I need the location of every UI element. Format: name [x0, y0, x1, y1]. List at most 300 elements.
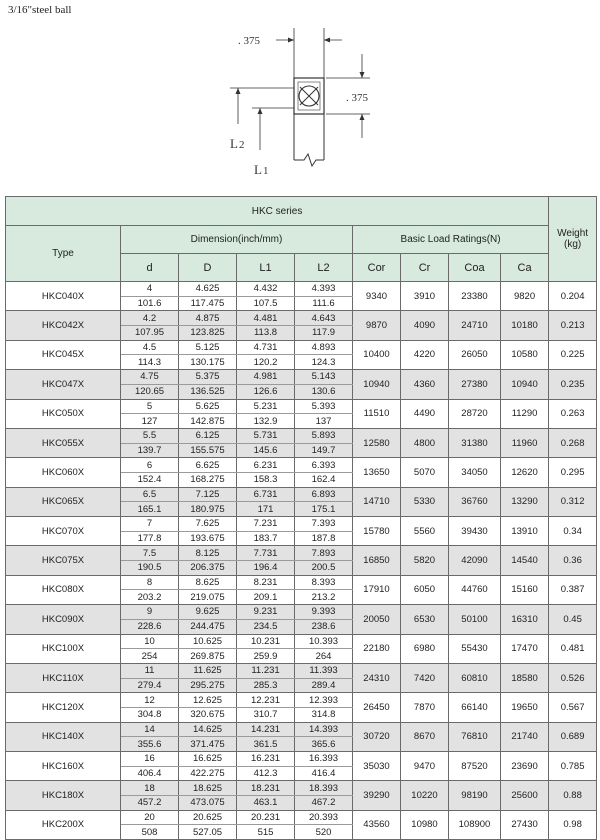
row-weight: 0.387 [549, 575, 597, 604]
row-D-inch: 9.625 [179, 605, 237, 620]
row-D-inch: 4.875 [179, 311, 237, 326]
row-d-mm: 279.4 [121, 678, 179, 693]
row-Cr: 4800 [401, 428, 449, 457]
row-L1-inch: 4.731 [237, 340, 295, 355]
row-D-mm: 295.275 [179, 678, 237, 693]
row-d-inch: 10 [121, 634, 179, 649]
table-row [6, 282, 597, 297]
row-Coa: 39430 [449, 517, 501, 546]
row-L1-inch: 6.731 [237, 487, 295, 502]
row-Coa: 98190 [449, 781, 501, 810]
row-L1-mm: 126.6 [237, 384, 295, 399]
row-L2-inch: 10.393 [295, 634, 353, 649]
row-Cr: 5070 [401, 458, 449, 487]
l2-subscript: 2 [238, 139, 245, 151]
row-D-inch: 8.125 [179, 546, 237, 561]
row-L1-inch: 4.981 [237, 370, 295, 385]
row-L1-inch: 20.231 [237, 810, 295, 825]
table-row [6, 722, 597, 737]
row-Ca: 13910 [501, 517, 549, 546]
row-Cor: 11510 [353, 399, 401, 428]
row-type: HKC042X [6, 311, 121, 340]
row-Cor: 24310 [353, 663, 401, 692]
row-d-mm: 120.65 [121, 384, 179, 399]
row-D-mm: 180.975 [179, 502, 237, 517]
row-Ca: 10580 [501, 340, 549, 369]
col-header-Coa: Coa [449, 254, 501, 282]
row-L1-mm: 234.5 [237, 619, 295, 634]
row-weight: 0.98 [549, 810, 597, 839]
row-weight: 0.88 [549, 781, 597, 810]
row-D-inch: 5.375 [179, 370, 237, 385]
row-Ca: 12620 [501, 458, 549, 487]
row-L1-mm: 145.6 [237, 443, 295, 458]
row-type: HKC075X [6, 546, 121, 575]
table-row [6, 810, 597, 825]
row-weight: 0.785 [549, 752, 597, 781]
row-D-inch: 6.625 [179, 458, 237, 473]
row-D-mm: 422.275 [179, 766, 237, 781]
row-L2-mm: 264 [295, 649, 353, 664]
row-Cr: 4090 [401, 311, 449, 340]
row-D-inch: 10.625 [179, 634, 237, 649]
row-L1-mm: 310.7 [237, 707, 295, 722]
row-weight: 0.689 [549, 722, 597, 751]
row-type: HKC160X [6, 752, 121, 781]
row-Ca: 25600 [501, 781, 549, 810]
row-type: HKC100X [6, 634, 121, 663]
row-Ca: 23690 [501, 752, 549, 781]
row-Ca: 15160 [501, 575, 549, 604]
row-L1-mm: 515 [237, 825, 295, 840]
row-Cor: 39290 [353, 781, 401, 810]
row-L1-inch: 18.231 [237, 781, 295, 796]
table-row [6, 311, 597, 326]
row-Coa: 60810 [449, 663, 501, 692]
row-Ca: 11290 [501, 399, 549, 428]
row-Cr: 4220 [401, 340, 449, 369]
row-L2-mm: 175.1 [295, 502, 353, 517]
row-L1-mm: 209.1 [237, 590, 295, 605]
row-L2-mm: 137 [295, 414, 353, 429]
row-D-mm: 244.475 [179, 619, 237, 634]
row-d-inch: 6 [121, 458, 179, 473]
type-header: Type [6, 226, 121, 282]
row-Ca: 18580 [501, 663, 549, 692]
row-L2-mm: 365.6 [295, 737, 353, 752]
row-Ca: 11960 [501, 428, 549, 457]
svg-text:L2 [230, 136, 244, 151]
row-weight: 0.567 [549, 693, 597, 722]
table-row [6, 546, 597, 561]
row-type: HKC070X [6, 517, 121, 546]
row-D-mm: 142.875 [179, 414, 237, 429]
row-d-mm: 228.6 [121, 619, 179, 634]
load-ratings-header: Basic Load Ratings(N) [353, 226, 549, 254]
row-L2-mm: 200.5 [295, 561, 353, 576]
row-D-inch: 20.625 [179, 810, 237, 825]
row-Coa: 55430 [449, 634, 501, 663]
row-d-mm: 177.8 [121, 531, 179, 546]
row-L2-inch: 4.393 [295, 282, 353, 297]
row-weight: 0.312 [549, 487, 597, 516]
row-type: HKC045X [6, 340, 121, 369]
table-row [6, 458, 597, 473]
row-D-inch: 11.625 [179, 663, 237, 678]
row-D-mm: 219.075 [179, 590, 237, 605]
row-Cor: 16850 [353, 546, 401, 575]
row-weight: 0.36 [549, 546, 597, 575]
row-D-mm: 527.05 [179, 825, 237, 840]
row-D-inch: 16.625 [179, 752, 237, 767]
row-Cr: 10220 [401, 781, 449, 810]
row-d-inch: 7 [121, 517, 179, 532]
row-d-mm: 165.1 [121, 502, 179, 517]
hkc-series-spec-table [5, 196, 597, 840]
row-d-mm: 107.95 [121, 326, 179, 341]
row-L2-mm: 314.8 [295, 707, 353, 722]
row-Cr: 4360 [401, 370, 449, 399]
row-Cor: 14710 [353, 487, 401, 516]
row-weight: 0.295 [549, 458, 597, 487]
row-L1-mm: 107.5 [237, 296, 295, 311]
row-L2-mm: 162.4 [295, 472, 353, 487]
row-D-mm: 206.375 [179, 561, 237, 576]
row-L2-inch: 5.393 [295, 399, 353, 414]
row-Ca: 16310 [501, 605, 549, 634]
row-L1-inch: 10.231 [237, 634, 295, 649]
row-L1-mm: 158.3 [237, 472, 295, 487]
row-Coa: 76810 [449, 722, 501, 751]
row-D-inch: 5.625 [179, 399, 237, 414]
row-L2-inch: 20.393 [295, 810, 353, 825]
row-L1-inch: 12.231 [237, 693, 295, 708]
row-Coa: 27380 [449, 370, 501, 399]
table-row [6, 575, 597, 590]
width-dimension-label: . 375 [238, 35, 260, 47]
row-Cor: 13650 [353, 458, 401, 487]
row-L1-inch: 8.231 [237, 575, 295, 590]
row-Cor: 22180 [353, 634, 401, 663]
row-L1-mm: 285.3 [237, 678, 295, 693]
row-Cr: 5820 [401, 546, 449, 575]
row-L2-inch: 11.393 [295, 663, 353, 678]
row-weight: 0.204 [549, 282, 597, 311]
row-L2-inch: 14.393 [295, 722, 353, 737]
row-Coa: 108900 [449, 810, 501, 839]
row-L2-inch: 8.393 [295, 575, 353, 590]
row-D-mm: 168.275 [179, 472, 237, 487]
row-Coa: 42090 [449, 546, 501, 575]
row-type: HKC180X [6, 781, 121, 810]
col-header-d: d [121, 254, 179, 282]
row-L2-mm: 117.9 [295, 326, 353, 341]
row-type: HKC140X [6, 722, 121, 751]
row-D-inch: 14.625 [179, 722, 237, 737]
row-Ca: 14540 [501, 546, 549, 575]
row-Coa: 24710 [449, 311, 501, 340]
row-d-inch: 5 [121, 399, 179, 414]
table-row [6, 370, 597, 385]
row-Cr: 6980 [401, 634, 449, 663]
row-weight: 0.225 [549, 340, 597, 369]
row-Coa: 28720 [449, 399, 501, 428]
row-L1-inch: 14.231 [237, 722, 295, 737]
row-D-mm: 371.475 [179, 737, 237, 752]
row-L2-inch: 9.393 [295, 605, 353, 620]
table-row [6, 605, 597, 620]
row-D-mm: 136.525 [179, 384, 237, 399]
row-Cr: 6050 [401, 575, 449, 604]
row-d-mm: 114.3 [121, 355, 179, 370]
row-Cor: 35030 [353, 752, 401, 781]
row-Cor: 17910 [353, 575, 401, 604]
row-weight: 0.263 [549, 399, 597, 428]
row-Cor: 30720 [353, 722, 401, 751]
row-D-inch: 4.625 [179, 282, 237, 297]
row-D-mm: 130.175 [179, 355, 237, 370]
svg-text:L1 [254, 162, 268, 177]
row-Cr: 7420 [401, 663, 449, 692]
row-Coa: 36760 [449, 487, 501, 516]
table-row [6, 634, 597, 649]
row-L2-mm: 416.4 [295, 766, 353, 781]
row-L2-mm: 520 [295, 825, 353, 840]
row-Ca: 27430 [501, 810, 549, 839]
row-d-inch: 7.5 [121, 546, 179, 561]
row-weight: 0.526 [549, 663, 597, 692]
row-L2-mm: 130.6 [295, 384, 353, 399]
row-L2-inch: 4.893 [295, 340, 353, 355]
row-d-mm: 127 [121, 414, 179, 429]
row-d-inch: 4.5 [121, 340, 179, 355]
col-header-Ca: Ca [501, 254, 549, 282]
row-Cor: 10400 [353, 340, 401, 369]
row-Cor: 10940 [353, 370, 401, 399]
series-title: HKC series [6, 197, 549, 226]
row-L1-mm: 196.4 [237, 561, 295, 576]
row-L1-mm: 132.9 [237, 414, 295, 429]
row-type: HKC047X [6, 370, 121, 399]
dimension-header: Dimension(inch/mm) [121, 226, 353, 254]
row-L1-mm: 183.7 [237, 531, 295, 546]
row-L2-inch: 6.393 [295, 458, 353, 473]
row-d-mm: 508 [121, 825, 179, 840]
col-header-Cr: Cr [401, 254, 449, 282]
table-row [6, 487, 597, 502]
row-L2-mm: 149.7 [295, 443, 353, 458]
row-Cr: 6530 [401, 605, 449, 634]
col-header-L2: L2 [295, 254, 353, 282]
row-Cor: 9870 [353, 311, 401, 340]
l1-subscript: 1 [262, 165, 269, 177]
row-Cr: 5560 [401, 517, 449, 546]
row-d-mm: 304.8 [121, 707, 179, 722]
row-Cor: 9340 [353, 282, 401, 311]
row-D-inch: 18.625 [179, 781, 237, 796]
row-d-inch: 14 [121, 722, 179, 737]
row-L1-mm: 113.8 [237, 326, 295, 341]
row-Ca: 10940 [501, 370, 549, 399]
table-row [6, 752, 597, 767]
row-L2-inch: 5.893 [295, 428, 353, 443]
caption: 3/16"steel ball [8, 4, 72, 16]
row-L2-mm: 124.3 [295, 355, 353, 370]
col-header-L1: L1 [237, 254, 295, 282]
row-L2-mm: 289.4 [295, 678, 353, 693]
row-type: HKC060X [6, 458, 121, 487]
col-header-Cor: Cor [353, 254, 401, 282]
l1-label: L [254, 162, 262, 177]
row-d-inch: 9 [121, 605, 179, 620]
table-row [6, 340, 597, 355]
row-type: HKC065X [6, 487, 121, 516]
row-L1-inch: 4.481 [237, 311, 295, 326]
row-L1-mm: 361.5 [237, 737, 295, 752]
row-d-inch: 4 [121, 282, 179, 297]
row-d-mm: 406.4 [121, 766, 179, 781]
row-d-mm: 203.2 [121, 590, 179, 605]
table-row [6, 781, 597, 796]
row-d-inch: 4.75 [121, 370, 179, 385]
table-row [6, 517, 597, 532]
row-L1-mm: 412.3 [237, 766, 295, 781]
row-type: HKC055X [6, 428, 121, 457]
height-dimension-label: . 375 [346, 92, 368, 104]
row-L1-inch: 16.231 [237, 752, 295, 767]
row-D-mm: 320.675 [179, 707, 237, 722]
row-L2-inch: 5.143 [295, 370, 353, 385]
row-D-mm: 269.875 [179, 649, 237, 664]
row-Cr: 7870 [401, 693, 449, 722]
row-D-mm: 193.675 [179, 531, 237, 546]
row-Coa: 34050 [449, 458, 501, 487]
row-L1-mm: 259.9 [237, 649, 295, 664]
weight-header: Weight (kg) [549, 197, 597, 282]
row-Ca: 13290 [501, 487, 549, 516]
row-L1-inch: 9.231 [237, 605, 295, 620]
row-type: HKC120X [6, 693, 121, 722]
row-Coa: 23380 [449, 282, 501, 311]
row-L2-mm: 238.6 [295, 619, 353, 634]
row-d-inch: 12 [121, 693, 179, 708]
table-row [6, 663, 597, 678]
row-weight: 0.34 [549, 517, 597, 546]
row-d-inch: 11 [121, 663, 179, 678]
row-weight: 0.268 [549, 428, 597, 457]
row-Cor: 43560 [353, 810, 401, 839]
row-D-mm: 155.575 [179, 443, 237, 458]
row-weight: 0.45 [549, 605, 597, 634]
row-Cor: 12580 [353, 428, 401, 457]
row-type: HKC050X [6, 399, 121, 428]
row-L2-mm: 467.2 [295, 796, 353, 811]
row-L1-inch: 6.231 [237, 458, 295, 473]
row-type: HKC110X [6, 663, 121, 692]
row-d-inch: 20 [121, 810, 179, 825]
row-Coa: 50100 [449, 605, 501, 634]
row-L1-mm: 463.1 [237, 796, 295, 811]
row-d-inch: 16 [121, 752, 179, 767]
row-L1-mm: 120.2 [237, 355, 295, 370]
row-D-mm: 123.825 [179, 326, 237, 341]
row-Ca: 19650 [501, 693, 549, 722]
col-header-D: D [179, 254, 237, 282]
row-Coa: 87520 [449, 752, 501, 781]
row-L2-mm: 213.2 [295, 590, 353, 605]
row-d-mm: 355.6 [121, 737, 179, 752]
row-L2-inch: 16.393 [295, 752, 353, 767]
row-L1-inch: 7.731 [237, 546, 295, 561]
row-L1-inch: 5.731 [237, 428, 295, 443]
bearing-cross-section-diagram [220, 24, 400, 184]
row-Coa: 66140 [449, 693, 501, 722]
row-Cr: 10980 [401, 810, 449, 839]
row-type: HKC080X [6, 575, 121, 604]
row-D-inch: 7.125 [179, 487, 237, 502]
row-D-mm: 117.475 [179, 296, 237, 311]
row-type: HKC200X [6, 810, 121, 839]
row-Cr: 5330 [401, 487, 449, 516]
row-D-inch: 5.125 [179, 340, 237, 355]
row-d-inch: 5.5 [121, 428, 179, 443]
row-L2-inch: 7.393 [295, 517, 353, 532]
row-type: HKC090X [6, 605, 121, 634]
row-D-mm: 473.075 [179, 796, 237, 811]
row-L2-mm: 111.6 [295, 296, 353, 311]
row-d-inch: 18 [121, 781, 179, 796]
table-row [6, 428, 597, 443]
row-d-mm: 457.2 [121, 796, 179, 811]
row-L1-inch: 5.231 [237, 399, 295, 414]
row-D-inch: 6.125 [179, 428, 237, 443]
row-Cor: 20050 [353, 605, 401, 634]
row-L2-inch: 4.643 [295, 311, 353, 326]
row-d-mm: 139.7 [121, 443, 179, 458]
row-d-mm: 254 [121, 649, 179, 664]
row-d-mm: 101.6 [121, 296, 179, 311]
row-D-inch: 7.625 [179, 517, 237, 532]
row-L2-inch: 6.893 [295, 487, 353, 502]
row-Cr: 8670 [401, 722, 449, 751]
row-Coa: 44760 [449, 575, 501, 604]
row-Coa: 26050 [449, 340, 501, 369]
row-weight: 0.235 [549, 370, 597, 399]
row-d-mm: 152.4 [121, 472, 179, 487]
row-L1-inch: 11.231 [237, 663, 295, 678]
row-L1-inch: 4.432 [237, 282, 295, 297]
row-weight: 0.213 [549, 311, 597, 340]
row-D-inch: 8.625 [179, 575, 237, 590]
table-row [6, 693, 597, 708]
row-Cr: 3910 [401, 282, 449, 311]
row-L1-inch: 7.231 [237, 517, 295, 532]
row-L2-inch: 18.393 [295, 781, 353, 796]
row-L1-mm: 171 [237, 502, 295, 517]
table-row [6, 399, 597, 414]
row-d-inch: 6.5 [121, 487, 179, 502]
row-Cr: 4490 [401, 399, 449, 428]
row-d-inch: 4.2 [121, 311, 179, 326]
l2-label: L [230, 136, 238, 151]
row-Ca: 10180 [501, 311, 549, 340]
row-Cor: 26450 [353, 693, 401, 722]
row-Cor: 15780 [353, 517, 401, 546]
row-L2-inch: 7.893 [295, 546, 353, 561]
row-Ca: 21740 [501, 722, 549, 751]
row-Ca: 17470 [501, 634, 549, 663]
row-Coa: 31380 [449, 428, 501, 457]
